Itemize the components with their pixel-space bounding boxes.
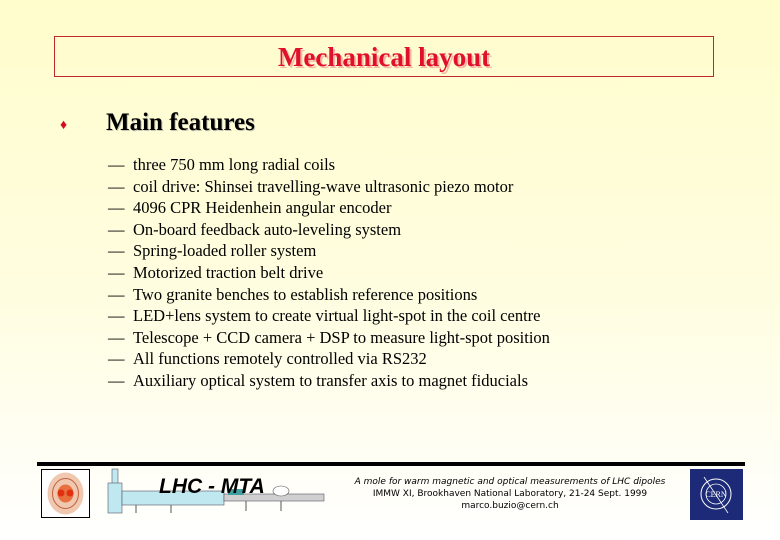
dash-bullet-icon: —: [108, 198, 125, 218]
magnet-field-logo: [41, 469, 90, 518]
slide-title: Mechanical layout: [277, 42, 491, 72]
dash-bullet-icon: —: [108, 284, 125, 304]
dash-bullet-icon: —: [108, 176, 125, 196]
feature-text: coil drive: Shinsei travelling-wave ultrasonic piezo motor: [133, 176, 514, 196]
feature-text: All functions remotely controlled via RS232: [133, 349, 427, 369]
footer-conference: IMMW XI, Brookhaven National Laboratory, 21-24 Sept. 1999: [372, 489, 648, 499]
feature-text: Telescope + CCD camera + DSP to measure light-spot position: [133, 327, 550, 347]
feature-text: Two granite benches to establish reference positions: [133, 284, 478, 304]
dash-bullet-icon: —: [108, 327, 125, 347]
feature-text: Auxiliary optical system to transfer axis to magnet fiducials: [133, 370, 528, 390]
feature-text: LED+lens system to create virtual light-spot in the coil centre: [133, 306, 541, 326]
dash-bullet-icon: —: [108, 262, 125, 282]
dash-bullet-icon: —: [108, 155, 125, 174]
dash-bullet-icon: —: [108, 241, 125, 261]
feature-item: [108, 176, 550, 198]
feature-item: [108, 240, 550, 262]
svg-text:CERN: CERN: [705, 490, 727, 499]
footer-info: [335, 476, 685, 512]
feature-item: [108, 327, 550, 349]
feature-text: Motorized traction belt drive: [133, 262, 324, 282]
dash-bullet-icon: —: [108, 349, 125, 369]
dash-bullet-icon: —: [108, 219, 125, 239]
title-box: [54, 36, 714, 77]
footer-email: marco.buzio@cern.ch: [461, 501, 559, 511]
feature-list: [108, 154, 550, 392]
feature-text: three 750 mm long radial coils: [133, 155, 336, 174]
section-heading: Main features: [106, 109, 255, 136]
feature-text: On-board feedback auto-leveling system: [133, 219, 402, 239]
feature-item: [108, 370, 550, 392]
feature-item: [108, 262, 550, 284]
footer-divider: [37, 462, 745, 466]
lhc-mta-logo: [96, 467, 328, 519]
feature-text: 4096 CPR Heidenhein angular encoder: [133, 198, 392, 218]
cern-logo: [690, 469, 743, 520]
feature-item: [108, 348, 550, 370]
feature-item: [108, 284, 550, 306]
feature-item: [108, 197, 550, 219]
footer-subtitle: A mole for warm magnetic and optical measurements of LHC dipoles: [354, 477, 666, 487]
feature-item: [108, 154, 550, 176]
dash-bullet-icon: —: [108, 306, 125, 326]
feature-text: Spring-loaded roller system: [133, 241, 317, 261]
feature-item: [108, 305, 550, 327]
feature-item: [108, 219, 550, 241]
dash-bullet-icon: —: [108, 370, 125, 390]
diamond-bullet-icon: ♦: [60, 118, 68, 133]
lhc-mta-logo-text: LHC - MTA: [159, 475, 265, 498]
